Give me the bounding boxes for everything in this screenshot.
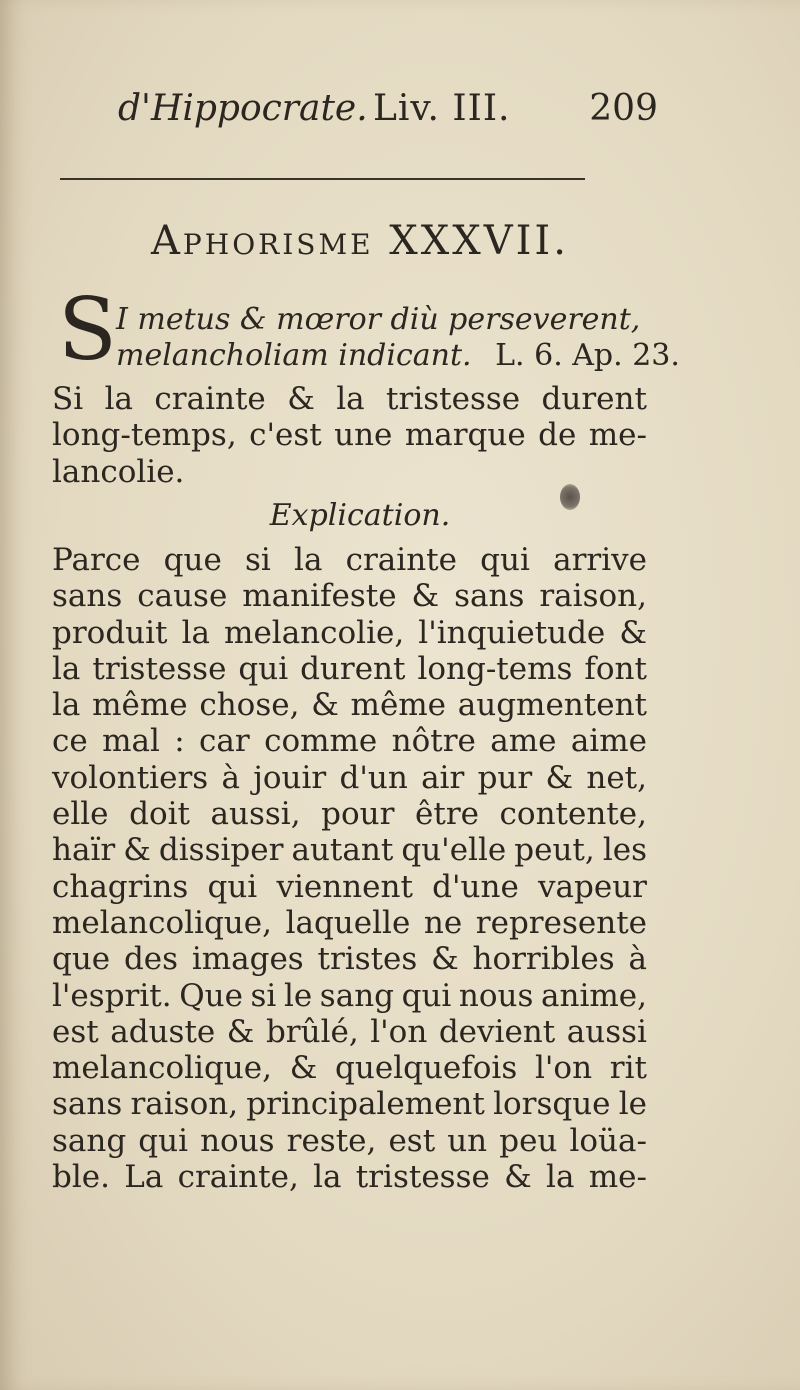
drop-cap: S	[58, 280, 117, 380]
text-line: ce mal : car comme nôtre ame aime	[52, 723, 647, 760]
text-line: produit la melancolie, l'inquietude &	[52, 614, 647, 651]
header-rule	[60, 178, 585, 180]
translation-paragraph	[52, 381, 647, 490]
explication-title: Explication.	[269, 498, 451, 533]
aphorism-title: Aphorisme XXXVII.	[151, 218, 569, 264]
ink-spot	[560, 484, 580, 510]
text-line: melancolique, & quelquefois l'on rit	[52, 1050, 647, 1087]
explication-paragraph	[52, 542, 647, 1195]
running-title: d'Hippocrate.	[118, 88, 368, 129]
text-line: la même chose, & même augmentent	[52, 687, 647, 724]
page-number: 209	[589, 88, 658, 129]
text-line: sans raison, principalement lorsque le	[52, 1086, 647, 1123]
text-line: chagrins qui viennent d'une vapeur	[52, 868, 647, 905]
text-line: que des images tristes & horribles à	[52, 941, 647, 978]
text-line: melancolique, laquelle ne represente	[52, 904, 647, 941]
text-line: elle doit aussi, pour être contente,	[52, 796, 647, 833]
latin-line-1: I metus & mœror diù perseverent,	[116, 302, 641, 337]
text-line: l'esprit. Que si le sang qui nous anime,	[52, 977, 647, 1014]
text-line: haïr & dissiper autant qu'elle peut, les	[52, 832, 647, 869]
latin-line-2	[116, 338, 680, 373]
latin-line-2-text: melancholiam indicant.	[116, 338, 472, 373]
text-line: lancolie.	[52, 453, 185, 490]
text-line: volontiers à jouir d'un air pur & net,	[52, 759, 647, 796]
text-line: la tristesse qui durent long-tems font	[52, 650, 647, 687]
latin-reference: L. 6. Ap. 23.	[495, 338, 680, 373]
text-line: Parce que si la crainte qui arrive	[52, 542, 647, 578]
page-header	[118, 88, 658, 138]
text-line: Si la crainte & la tristesse durent	[52, 381, 647, 417]
text-line: est aduste & brûlé, l'on devient aussi	[52, 1013, 647, 1050]
text-line: sans cause manifeste & sans raison,	[52, 578, 647, 615]
text-line: ble. La crainte, la tristesse & la me-	[52, 1159, 647, 1196]
book-reference: Liv. III.	[373, 88, 511, 129]
text-line: long-temps, c'est une marque de me-	[52, 417, 647, 454]
text-line: sang qui nous reste, est un peu loüa-	[52, 1122, 647, 1159]
